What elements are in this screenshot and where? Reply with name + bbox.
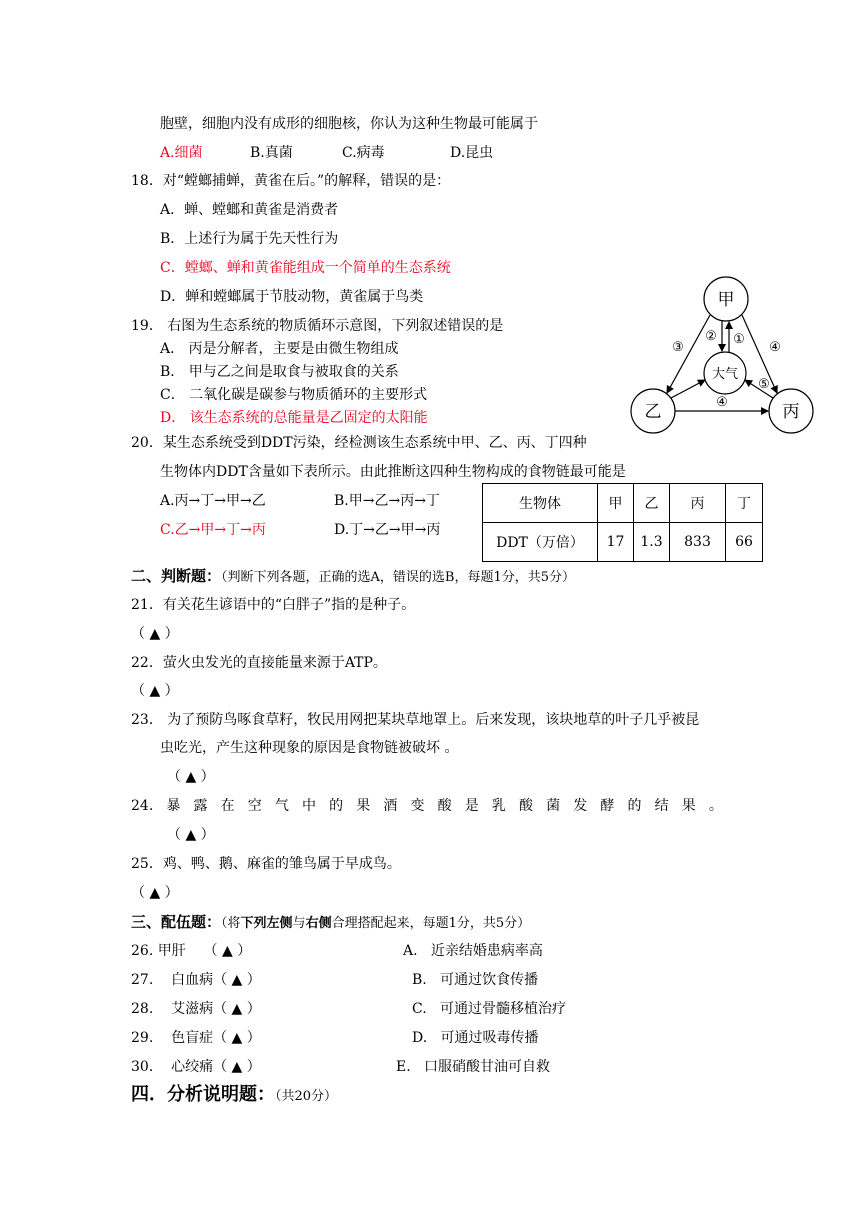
q23-answer-blank: （ ▲ ） [167,769,215,785]
q22-stem: 22．萤火虫发光的直接能量来源于ATP。 [131,655,387,671]
ddt-header-jia: 甲 [598,484,634,523]
ddt-value-jia: 17 [598,523,634,562]
q24-char: 暴 [166,798,181,814]
match-row-30-left [131,1058,261,1076]
ddt-value-ding: 66 [726,523,763,562]
q19-option-c: C． 二氧化碳是碳参与物质循环的主要形式 [160,387,428,403]
q20-stem-line1: 20．某生态系统受到DDT污染，经检测该生态系统中甲、乙、丙、丁四种 [131,435,587,451]
q24-char: 酒 [383,798,398,814]
section2-note: （判断下列各题，正确的选A，错误的选B，每题1分，共5分） [221,570,575,585]
q24-stem [131,797,723,815]
match-number: 28. [131,1001,154,1017]
match-option-a [403,942,543,960]
q19-stem: 19． 右图为生态系统的物质循环示意图，下列叙述错误的是 [131,318,504,334]
section4-heading [131,1084,337,1108]
arrow-yi-to-daqi [671,380,705,398]
match-number: 27. [131,972,154,988]
match-option-letter: E. [396,1059,411,1075]
q24-char: 露 [193,798,208,814]
q24-char: 果 [356,798,371,814]
q18-stem: 18．对“螳螂捕蝉，黄雀在后。”的解释，错误的是： [131,173,451,189]
node-bing-label: 丙 [782,402,800,422]
match-option-d [412,1029,539,1047]
q24-char: 结 [654,798,669,814]
q19-option-a: A． 丙是分解者，主要是由微生物组成 [160,341,399,357]
match-option-letter: A. [403,943,418,959]
q20-option-b: B.甲→乙→丙→丁 [334,493,440,509]
match-item: 心绞痛 [171,1059,214,1075]
ddt-header-bing: 丙 [670,484,726,523]
section3-note [221,916,530,931]
q18-option-b: B．上述行为属于先天性行为 [160,231,339,247]
q25-stem: 25．鸡、鸭、鹅、麻雀的雏鸟属于早成鸟。 [131,856,401,872]
ddt-header-yi: 乙 [634,484,670,523]
q18-option-a: A．蝉、螳螂和黄雀是消费者 [160,202,339,218]
match-option-text: 可通过饮食传播 [440,972,539,988]
label-5: ⑤ [758,377,770,392]
match-item: 色盲症 [171,1030,214,1046]
node-yi-label: 乙 [644,402,662,422]
q24-char: 酸 [437,798,452,814]
match-row-27-left [131,971,261,989]
q24-char: 空 [247,798,262,814]
q22-answer-blank: （ ▲ ） [131,683,179,699]
ddt-table-header-row [483,484,763,523]
q17-stem-tail: 胞壁，细胞内没有成形的细胞核，你认为这种生物最可能属于 [160,116,538,132]
node-daqi-label: 大气 [711,367,739,382]
match-item: 甲肝 [157,943,186,959]
match-answer-blank: （ ▲ ） [213,1030,261,1046]
q24-char: 气 [274,798,289,814]
section3-note-left: 下列左侧 [240,916,293,931]
q17-option-d: D.昆虫 [450,145,494,161]
label-4-right: ④ [769,340,781,355]
match-option-text: 口服硝酸甘油可自救 [424,1059,551,1075]
q17-option-c: C.病毒 [342,145,385,161]
section3-note-mid: 与 [292,916,306,931]
section2-heading [131,567,575,587]
ddt-header-organism: 生物体 [483,484,598,523]
ddt-table-value-row [483,523,763,562]
match-number: 26. [131,943,154,959]
q24-char: 发 [573,798,588,814]
q24-char: 。 [708,798,723,814]
section3-note-pre: （将 [221,916,241,931]
q25-answer-blank: （ ▲ ） [131,885,179,901]
match-option-e [396,1058,550,1076]
q24-char: 变 [410,798,425,814]
section3-note-post: 合理搭配起来，每题1分，共5分） [331,916,531,931]
match-option-text: 可通过骨髓移植治疗 [440,1001,567,1017]
ddt-header-ding: 丁 [726,484,763,523]
label-1: ① [733,332,745,347]
q23-stem-line2: 虫吃光，产生这种现象的原因是食物链被破坏 。 [160,740,459,756]
match-item: 艾滋病 [171,1001,214,1017]
q17-option-a: A.细菌 [160,145,203,161]
match-option-c [412,1000,566,1018]
section4-note: （共20分） [275,1089,338,1104]
q20-option-c: C.乙→甲→丁→丙 [160,522,266,538]
section2-title: 二、判断题： [131,567,222,585]
q24-char: 中 [302,798,317,814]
q24-char: 是 [464,798,479,814]
q19-option-b: B． 甲与乙之间是取食与被取食的关系 [160,364,399,380]
label-4-bottom: ④ [716,395,728,410]
section3-heading [131,913,530,933]
q24-char: 果 [681,798,696,814]
match-item: 白血病 [171,972,214,988]
ddt-row-label: DDT（万倍） [483,523,598,562]
section3-title: 三、配伍题： [131,913,222,931]
match-answer-blank: （ ▲ ） [213,1059,261,1075]
q24-char: 酸 [519,798,534,814]
match-option-b [412,971,538,989]
match-option-letter: D. [412,1030,428,1046]
label-3: ③ [672,340,684,355]
match-option-text: 近亲结婚患病率高 [430,943,543,959]
q24-char: 酵 [600,798,615,814]
match-answer-blank: （ ▲ ） [213,972,261,988]
q20-stem-line2: 生物体内DDT含量如下表所示。由此推断这四种生物构成的食物链最可能是 [160,464,626,480]
q24-char: 的 [627,798,642,814]
q19-option-d: D． 该生态系统的总能量是乙固定的太阳能 [160,410,428,426]
q24-answer-blank: （ ▲ ） [167,827,215,843]
ddt-value-yi: 1.3 [634,523,670,562]
section4-title: 四．分析说明题： [131,1084,275,1105]
q24-char: 菌 [546,798,561,814]
match-answer-blank: （ ▲ ） [203,943,252,959]
carbon-cycle-diagram [625,276,825,436]
q17-option-b: B.真菌 [250,145,293,161]
q24-char: 在 [220,798,235,814]
q20-option-a: A.丙→丁→甲→乙 [160,493,266,509]
q18-option-c: C．螳螂、蝉和黄雀能组成一个简单的生态系统 [160,260,451,276]
match-option-letter: B. [412,972,427,988]
q21-stem: 21．有关花生谚语中的“白胖子”指的是种子。 [131,597,416,613]
match-row-29-left [131,1029,261,1047]
q21-answer-blank: （ ▲ ） [131,626,179,642]
match-option-text: 可通过吸毒传播 [440,1030,539,1046]
section3-note-right: 右侧 [305,916,332,931]
q24-char: 的 [329,798,344,814]
match-number: 29. [131,1030,154,1046]
match-row-26-left [131,942,251,960]
q23-stem-line1: 23． 为了预防鸟啄食草籽，牧民用网把某块草地罩上。后来发现，该块地草的叶子几乎被昆 [131,712,700,728]
match-answer-blank: （ ▲ ） [213,1001,261,1017]
q20-option-d: D.丁→乙→甲→丙 [334,522,441,538]
match-option-letter: C. [412,1001,427,1017]
match-row-28-left [131,1000,261,1018]
q18-option-d: D．蝉和螳螂属于节肢动物，黄雀属于鸟类 [160,289,424,305]
ddt-table [482,483,763,562]
ddt-value-bing: 833 [670,523,726,562]
q24-char: 24. [131,798,154,814]
node-jia-label: 甲 [717,290,735,310]
label-2: ② [705,329,717,344]
q24-char: 乳 [491,798,506,814]
match-number: 30. [131,1059,154,1075]
